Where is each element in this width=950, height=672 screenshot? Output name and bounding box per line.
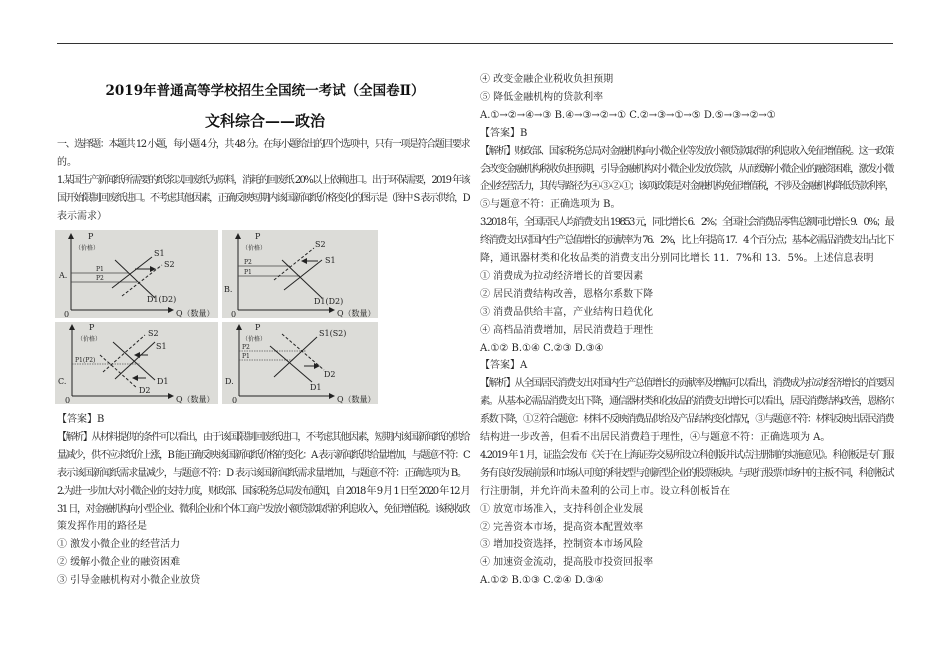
text-line: ② 完善资本市场，提高资本配置效率	[480, 521, 644, 533]
text-line: 【答案】B	[480, 127, 528, 139]
text-line: 1.某国生产新闻纸所需要的纸浆以回废纸为原料，消耗的回废纸 20%以上依赖进口。出于环保需要，2019 年该	[57, 174, 469, 186]
d1-label: D1	[157, 377, 169, 386]
text-line: 【答案】A	[480, 360, 528, 372]
text-line: 降，通讯器材类和化妆品类的消费支出分别同比增长 11．7%和 13．5%。上述信息表明	[480, 253, 874, 264]
text-line: ① 激发小微企业的经营活力	[57, 539, 181, 551]
axis-p: P	[89, 323, 95, 332]
text-line: 结构进一步改善，但看不出居民消费趋于理性，④与题意不符：正确选项为 A。	[480, 432, 831, 443]
d-label: D1(D2)	[314, 297, 344, 306]
axis-p: P	[255, 232, 261, 241]
text-line: 31 日，对金融机构向小型企业、微利企业和个体工商户发放小额贷款取得的利息收入，免征增值税。该税收政	[57, 503, 469, 515]
s1-label: S1	[156, 342, 167, 351]
graph-curve	[103, 335, 145, 372]
graph-option-c	[55, 322, 218, 404]
text-line: 【解析】从全国居民消费支出对国内生产总值增长的贡献率及增幅可以看出，消费成为拉动经济增长的首要因	[480, 378, 893, 390]
text-line: 2.为进一步加大对小微企业的支持力度，财政部、国家税务总局发布通知，自 2018 年 9 月 1 日至 2020 年 12 月	[57, 485, 469, 497]
axis-price: （价格）	[242, 336, 267, 343]
axis-p: P	[255, 323, 261, 332]
d2-label: D2	[139, 386, 151, 395]
graph-curve	[282, 334, 324, 370]
text-line: A.①→②→④→③ B.④→③→②→① C.②→③→①→⑤ D.⑤→③→②→①	[480, 109, 776, 121]
graph-curve	[270, 346, 312, 382]
text-line: 【解析】财政部、国家税务总局对金融机构向小微企业等发放小额贷款取得的利息收入免征增值税。这一政策	[480, 145, 893, 157]
axis-price: （价格）	[77, 336, 102, 343]
s2-label: S2	[315, 240, 326, 249]
origin: 0	[232, 396, 238, 404]
d-label: D1(D2)	[147, 295, 177, 304]
text-line: ③ 消费品供给丰富，产业结构日趋优化	[480, 306, 654, 318]
text-line: ⑤ 降低金融机构的贷款利率	[480, 91, 604, 103]
axis-q: Q（数量）	[337, 309, 376, 318]
origin: 0	[231, 310, 237, 318]
text-line: ④ 加速资金流动，提高股市投资回报率	[480, 557, 654, 569]
text-line: 终消费支出对国内生产总值增长的贡献率为 76．2%，比上年提高 17．4 个百分点；基本必需品消费支出占比下	[480, 235, 893, 247]
text-line: 务有良好发展前景和市场认可度的科技型与创新型企业的股票板块。与现行股票市场中的主板不同，科创板试	[480, 467, 893, 479]
text-line: 国开始限制回废纸进口。不考虑其他因素，正确反映短期内该国新闻纸价格变化的图示是（图中 S 表示供给，D	[57, 192, 469, 204]
text-line: ③ 增加投资选择，控制资本市场风险	[480, 539, 644, 551]
text-line: 企业经营活力，其传导路径为④-③-②-①；该项政策是对金融机构免征增值税，不涉及金融机构降低贷款利率，	[480, 181, 893, 193]
graph-curve	[122, 265, 162, 296]
p2-label: P2	[242, 344, 250, 351]
graph-curve	[112, 257, 152, 288]
p1p2-label: P1(P2)	[75, 357, 96, 364]
text-line: ④ 高档品消费增加，居民消费趋于理性	[480, 324, 654, 336]
text-line: 系数下降，①②符合题意：材料不反映消费品供给及产品结构变化情况，③与题意不符：材料反映出居民消费	[480, 414, 893, 426]
origin: 0	[64, 310, 70, 318]
text-line: 会改变金融机构税收负担预期，引导金融机构对小微企业发放贷款，从而缓解小微企业的融资困难，激发小微	[480, 163, 893, 175]
axis-q: Q（数量）	[176, 395, 215, 404]
option-label: B.	[224, 285, 233, 294]
graph-curve	[284, 260, 322, 290]
text-line: ② 缓解小微企业的融资困难	[57, 557, 181, 569]
option-label: D.	[225, 377, 234, 386]
graph-curve	[274, 337, 317, 377]
text-line: 3.2018 年，全国居民人均消费支出 19853 元，同比增长 6．2%；全国社会消费品零售总额同比增长 9．0%；最	[480, 217, 893, 229]
graph-option-b	[222, 230, 378, 318]
text-line: 一、选择题：本题共 12 小题，每小题 4 分，共 48 分。在每小题给出的四个选项中，只有一项是符合题目要求	[57, 139, 469, 150]
text-line: 【答案】B	[57, 414, 105, 425]
s2-label: S2	[164, 260, 175, 269]
text-line: ⑤与题意不符：正确选项为 B。	[480, 199, 621, 211]
p2-label: P2	[244, 259, 252, 266]
text-line: 4.2019 年 1 月，证监会发布《关于在上海证券交易所设立科创版并试点注册制的实施意见》。科创板是专门服	[480, 449, 893, 461]
origin: 0	[65, 396, 71, 404]
text-line: 策发挥作用的路径是	[57, 521, 147, 533]
header-rule	[57, 43, 893, 44]
s-label: S1(S2)	[319, 329, 347, 338]
p1-label: P1	[244, 269, 252, 276]
s1-label: S1	[154, 249, 165, 258]
axis-q: Q（数量）	[176, 309, 215, 318]
text-line: ① 消费成为拉动经济增长的首要因素	[480, 270, 644, 282]
text-line: 行注册制，并允许尚未盈利的公司上市。设立科创板旨在	[480, 485, 730, 497]
d1-label: D1	[310, 383, 322, 392]
option-label: A.	[59, 271, 68, 280]
axis-price: （价格）	[75, 245, 100, 252]
text-line: ① 放宽市场准入，支持科创企业发展	[480, 503, 644, 515]
axis-p: P	[88, 232, 94, 241]
text-line: 表示需求）	[57, 210, 107, 222]
graph-curve	[274, 248, 314, 280]
s1-label: S1	[325, 256, 336, 265]
d2-label: D2	[324, 370, 336, 379]
p1-label: P1	[242, 353, 250, 360]
text-line: A.①② B.①④ C.②③ D.③④	[480, 342, 604, 354]
exam-subtitle: 文科综合——政治	[204, 112, 325, 130]
text-line: ④ 改变金融企业税收负担预期	[480, 74, 614, 85]
text-line: ② 居民消费结构改善，恩格尔系数下降	[480, 288, 654, 300]
text-line: 表示该国新闻纸需求量减少，与题意不符：D 表示该国新闻纸需求量增加，与题意不符：正确选项为 B。	[57, 467, 466, 479]
s2-label: S2	[148, 329, 159, 338]
graph-option-a	[55, 230, 218, 318]
graph-curve	[282, 260, 322, 298]
graph-curve	[115, 260, 155, 298]
graph-option-d	[222, 322, 378, 404]
text-line: 【解析】从材料提供的条件可以看出，由于该国限制回废纸进口，不考虑其他因素，短期内该国新闻纸的供给	[57, 431, 469, 443]
text-line: A.①② B.①③ C.②④ D.③④	[480, 575, 604, 587]
text-line: 量减少，供不应求纸价上涨，B 能正确反映该国新闻纸价格的变化：A 表示新闻纸供给量增加，与题意不符：C	[57, 449, 469, 461]
text-line: 的。	[57, 156, 77, 168]
axis-q: Q（数量）	[337, 395, 376, 404]
p1-label: P1	[96, 266, 104, 273]
graph-curve	[100, 355, 137, 388]
p2-label: P2	[96, 275, 104, 282]
text-line: 素。从基本必需品消费支出下降，通信器材类和化妆品的消费支出增长可以看出，居民消费结构改善，恩格尔	[480, 396, 893, 408]
option-label: C.	[58, 377, 67, 386]
text-line: ③ 引导金融机构对小微企业放贷	[57, 575, 201, 587]
exam-title: 2019年普通高等学校招生全国统一考试（全国卷Ⅱ）	[105, 83, 425, 99]
axis-price: （价格）	[242, 245, 267, 252]
